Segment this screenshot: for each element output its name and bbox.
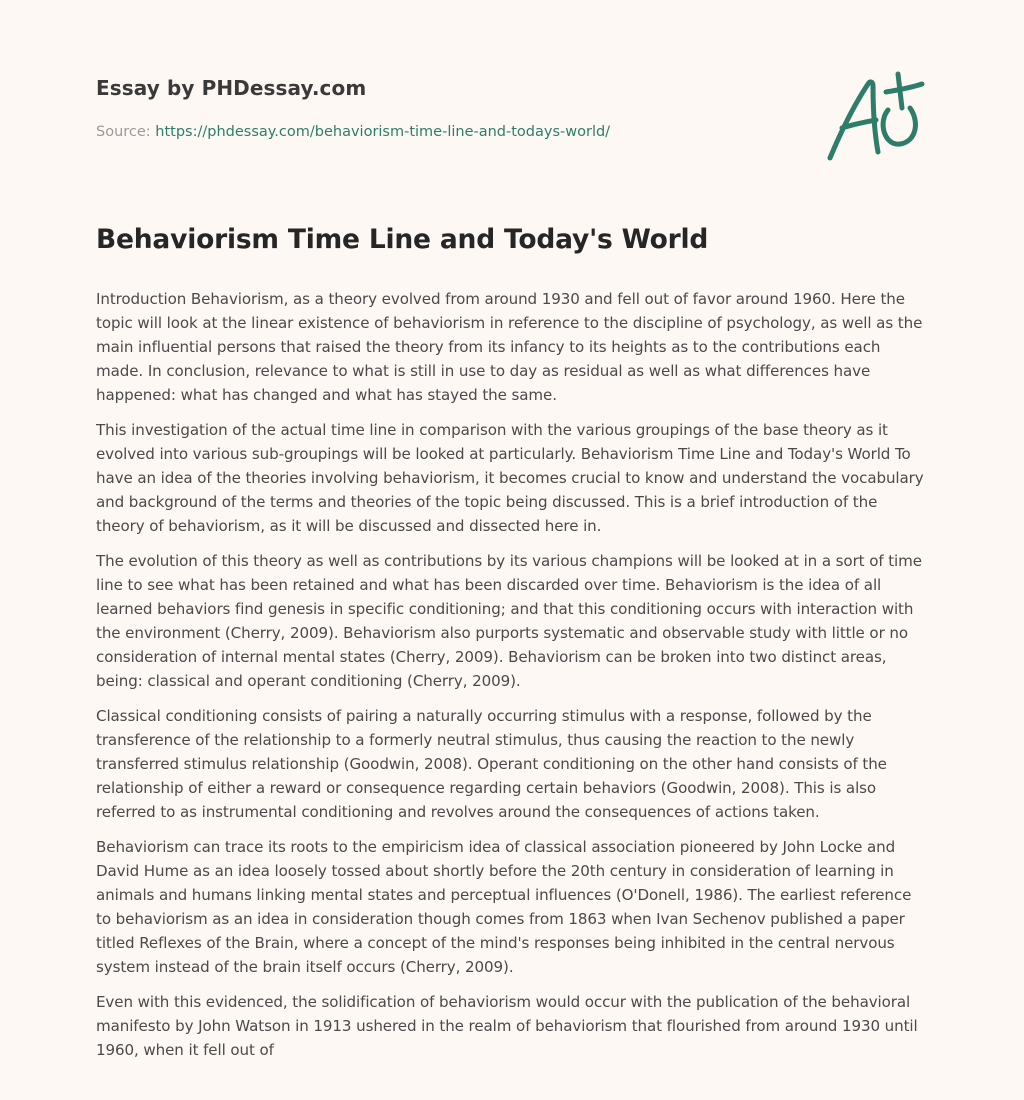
- page-header: [96, 76, 696, 140]
- essay-paragraph-3: The evolution of this theory as well as contributions by its various champions will be looked at in a sort of time line to see what has been retained and what has been discarded over time. Behaviorism is the idea of all learned behaviors find genesis in specific conditioning; and that this conditioning occurs with interaction with the environment (Cherry, 2009). Behaviorism also purports systematic and observable study with little or no consideration of internal mental states (Cherry, 2009). Behaviorism can be broken into two distinct areas, being: classical and operant conditioning (Cherry, 2009).: [96, 552, 922, 690]
- essay-paragraph-1: Introduction Behaviorism, as a theory evolved from around 1930 and fell out of favor around 1960. Here the topic will look at the linear existence of behaviorism in reference to the discipline of psychology, as well as the main influential persons that raised the theory from its infancy to its heights as to the contributions each made. In conclusion, relevance to what is still in use to day as residual as well as what differences have happened: what has changed and what has stayed the same.: [96, 290, 923, 404]
- essay-title: Behaviorism Time Line and Today's World: [96, 224, 709, 255]
- a-plus-grade-logo-icon: [818, 66, 930, 166]
- essay-paragraph-2: This investigation of the actual time line in comparison with the various groupings of the base theory as it evolved into various sub-groupings will be looked at particularly. Behaviorism Time Line and Today's World To have an idea of the theories involving behaviorism, it becomes crucial to know and understand the vocabulary and background of the terms and theories of the topic being discussed. This is a brief introduction of the theory of behaviorism, as it will be discussed and dissected here in.: [96, 421, 924, 535]
- site-brand: Essay by PHDessay.com: [96, 76, 367, 100]
- source-line: [96, 124, 696, 140]
- essay-paragraph-4: Classical conditioning consists of pairing a naturally occurring stimulus with a response, followed by the transference of the relationship to a formerly neutral stimulus, thus causing the reaction to the newly transferred stimulus relationship (Goodwin, 2008). Operant conditioning on the other hand consists of the relationship of either a reward or consequence regarding certain behaviors (Goodwin, 2008). This is also referred to as instrumental conditioning and revolves around the consequences of actions taken.: [96, 707, 887, 821]
- essay-body: [96, 287, 928, 1073]
- source-label: Source:: [96, 124, 156, 140]
- essay-paragraph-6: Even with this evidenced, the solidification of behaviorism would occur with the publication of the behavioral manifesto by John Watson in 1913 ushered in the realm of behaviorism that flourished from around 1930 until 1960, when it fell out of: [96, 993, 918, 1059]
- essay-paragraph-5: Behaviorism can trace its roots to the empiricism idea of classical association pioneered by John Locke and David Hume as an idea loosely tossed about shortly before the 20th century in consideration of learning in animals and humans linking mental states and perceptual influences (O'Donell, 1986). The earliest reference to behaviorism as an idea in consideration though comes from 1863 when Ivan Sechenov published a paper titled Reflexes of the Brain, where a concept of the mind's responses being inhibited in the central nervous system instead of the brain itself occurs (Cherry, 2009).: [96, 838, 912, 976]
- source-link[interactable]: https://phdessay.com/behaviorism-time-line-and-todays-world/: [155, 124, 611, 140]
